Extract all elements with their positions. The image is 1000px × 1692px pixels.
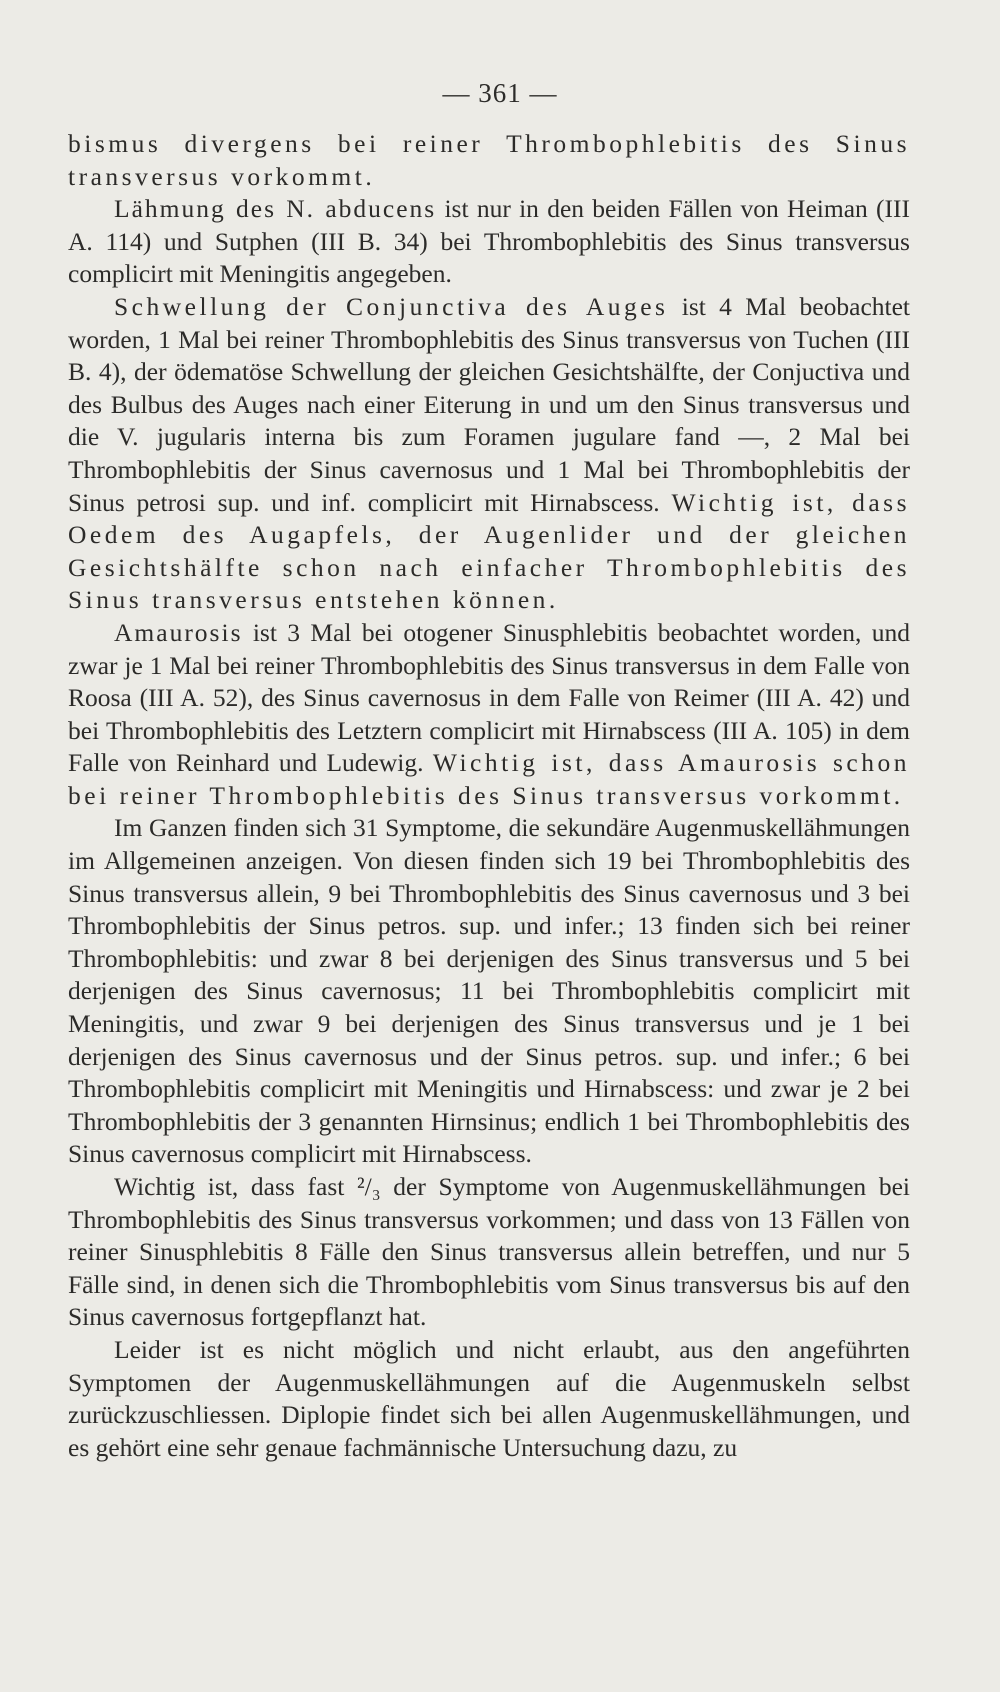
text-run: ist nur in den beiden Fällen von Heiman (III A. 114) und Sutphen (III B. 34) bei Thrombophlebitis des Sinus transversus complicirt mit Meningitis angegeben. xyxy=(68,194,911,289)
paragraph xyxy=(68,812,910,1171)
text-run-emphasis: Wichtig ist, dass Amaurosis schon bei reiner Thrombophlebitis des Sinus transversus vorkommt. xyxy=(68,748,910,810)
text-run-emphasis: Lähmung des N. abducens xyxy=(114,194,437,224)
text-run: Leider ist es nicht möglich und nicht erlaubt, aus den angeführten Symptomen der Augenmuskellähmungen auf die Augenmuskeln selbst zurückzuschliessen. Diplopie findet sich bei allen Augenmuskellähmungen, und es gehört eine sehr genaue fachmännische Untersuchung dazu, zu xyxy=(68,1334,910,1462)
text-run-emphasis: Amaurosis xyxy=(114,617,243,647)
text-run: ist 4 Mal beobachtet worden, 1 Mal bei reiner Thrombophlebitis des Sinus transversus von Tuchen (III B. 4), der ödematöse Schwellung der gleichen Gesichtshälfte, der Conjuctiva und des Bulbus des Auges nach einer Eiterung in und um den Sinus transversus und die V. jugularis interna bis zum Foramen jugulare fand —, 2 Mal bei Thrombophlebitis der Sinus cavernosus und 1 Mal bei Thrombophlebitis der Sinus petrosi sup. und inf. complicirt mit Hirnabscess. xyxy=(68,291,910,517)
text-run: Wichtig ist, dass fast ²/₃ der Symptome von Augenmuskellähmungen bei Thrombophlebitis des Sinus transversus vorkommen; und dass von 13 Fällen von reiner Sinusphlebitis 8 Fälle den Sinus transversus allein betreffen, und nur 5 Fälle sind, in denen sich die Thrombophlebitis vom Sinus transversus bis auf den Sinus cavernosus fortgepflanzt hat. xyxy=(68,1172,910,1332)
text-run-emphasis: Wichtig ist, dass Oedem des Augapfels, der Augenlider und der gleichen Gesichtshälfte schon nach einfacher Thrombophlebitis des Sinus transversus entstehen können. xyxy=(68,487,910,615)
paragraph xyxy=(68,1171,910,1334)
paragraph xyxy=(68,617,910,813)
paragraph xyxy=(68,128,910,193)
paragraph xyxy=(68,1334,910,1464)
text-run: ist 3 Mal bei otogener Sinusphlebitis beobachtet worden, und zwar je 1 Mal bei reiner Thrombophlebitis des Sinus transversus in dem Falle von Roosa (III A. 52), des Sinus cavernosus in dem Falle von Reimer (III A. 42) und bei Thrombophlebitis des Letztern complicirt mit Hirnabscess (III A. 105) in dem Falle von Reinhard und Ludewig. xyxy=(68,617,910,778)
paragraph xyxy=(68,193,910,291)
text-run: Im Ganzen finden sich 31 Symptome, die sekundäre Augenmuskellähmungen im Allgemeinen anzeigen. Von diesen finden sich 19 bei Thrombophlebitis des Sinus transversus allein, 9 bei Thrombophlebitis des Sinus cavernosus und 3 bei Thrombophlebitis der Sinus petros. sup. und infer.; 13 finden sich bei reiner Thrombophlebitis: und zwar 8 bei derjenigen des Sinus transversus und 5 bei derjenigen des Sinus cavernosus; 11 bei Thrombophlebitis complicirt mit Meningitis, und zwar 9 bei derjenigen des Sinus transversus und je 1 bei derjenigen des Sinus cavernosus und der Sinus petros. sup. und infer.; 6 bei Thrombophlebitis complicirt mit Meningitis und Hirnabscess: und zwar je 2 bei Thrombophlebitis der 3 genannten Hirnsinus; endlich 1 bei Thrombophlebitis des Sinus cavernosus complicirt mit Hirnabscess. xyxy=(68,813,910,1169)
text-run-emphasis: Schwellung der Conjunctiva des Auges xyxy=(114,291,669,321)
page-number: — 361 — xyxy=(442,78,558,108)
page-body-text xyxy=(68,128,910,1464)
paragraph xyxy=(68,291,910,617)
text-run: bismus divergens bei reiner Thrombophlebitis des Sinus transversus vorkommt. xyxy=(68,129,910,191)
